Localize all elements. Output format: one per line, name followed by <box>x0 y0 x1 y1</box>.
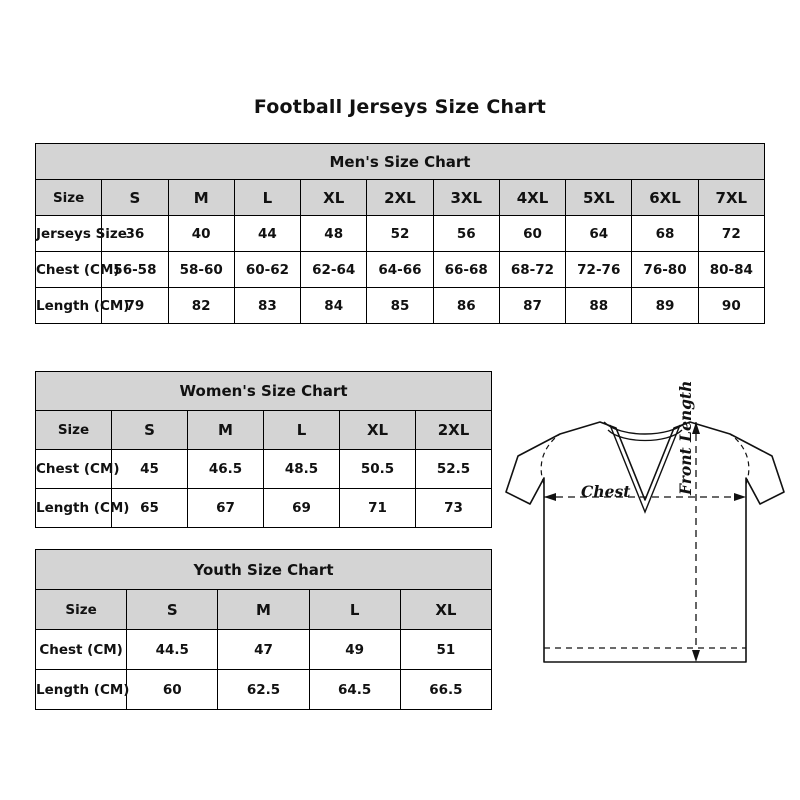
table-cell: 60-62 <box>234 252 300 288</box>
table-row <box>36 288 765 324</box>
table-cell: 64-66 <box>367 252 433 288</box>
table-cell: 76-80 <box>632 252 698 288</box>
table-row <box>36 450 492 489</box>
size-column-header: S <box>102 180 168 216</box>
size-column-header: 7XL <box>698 180 764 216</box>
jersey-outline-icon <box>500 400 790 690</box>
row-label: Length (CM) <box>36 670 127 710</box>
row-label: Length (CM) <box>36 489 112 528</box>
table-cell: 44.5 <box>127 630 218 670</box>
table-cell: 72 <box>698 216 764 252</box>
table-row <box>36 630 492 670</box>
table-cell: 89 <box>632 288 698 324</box>
table-cell: 64 <box>566 216 632 252</box>
table-cell: 60 <box>499 216 565 252</box>
womens-table-header: Women's Size Chart <box>36 372 492 411</box>
row-label-header: Size <box>36 180 102 216</box>
size-column-header: M <box>168 180 234 216</box>
size-column-header: 3XL <box>433 180 499 216</box>
size-column-header: 2XL <box>416 411 492 450</box>
youth-size-chart-table <box>35 549 492 710</box>
size-column-header: L <box>264 411 340 450</box>
table-cell: 86 <box>433 288 499 324</box>
chest-measurement-label: Chest <box>581 482 631 501</box>
table-cell: 56-58 <box>102 252 168 288</box>
row-label: Chest (CM) <box>36 252 102 288</box>
table-row <box>36 180 765 216</box>
size-column-header: L <box>309 590 400 630</box>
front-length-measurement-label: Front Length <box>676 380 695 495</box>
row-label-header: Size <box>36 411 112 450</box>
size-column-header: 5XL <box>566 180 632 216</box>
table-cell: 80-84 <box>698 252 764 288</box>
size-column-header: XL <box>340 411 416 450</box>
table-cell: 84 <box>301 288 367 324</box>
size-column-header: S <box>112 411 188 450</box>
table-cell: 56 <box>433 216 499 252</box>
table-row <box>36 216 765 252</box>
table-cell: 40 <box>168 216 234 252</box>
row-label-header: Size <box>36 590 127 630</box>
womens-size-chart-table <box>35 371 492 528</box>
table-cell: 49 <box>309 630 400 670</box>
size-column-header: M <box>188 411 264 450</box>
table-cell: 66.5 <box>400 670 491 710</box>
row-label: Chest (CM) <box>36 630 127 670</box>
table-row <box>36 411 492 450</box>
size-column-header: XL <box>301 180 367 216</box>
mens-table-header: Men's Size Chart <box>36 144 765 180</box>
table-cell: 68 <box>632 216 698 252</box>
table-cell: 47 <box>218 630 309 670</box>
table-cell: 71 <box>340 489 416 528</box>
table-cell: 36 <box>102 216 168 252</box>
table-cell: 73 <box>416 489 492 528</box>
table-cell: 44 <box>234 216 300 252</box>
table-row <box>36 489 492 528</box>
table-cell: 48 <box>301 216 367 252</box>
table-header-row <box>36 144 765 180</box>
table-cell: 67 <box>188 489 264 528</box>
table-header-row <box>36 550 492 590</box>
table-cell: 52 <box>367 216 433 252</box>
size-column-header: XL <box>400 590 491 630</box>
size-column-header: 2XL <box>367 180 433 216</box>
table-cell: 69 <box>264 489 340 528</box>
row-label: Length (CM) <box>36 288 102 324</box>
table-cell: 83 <box>234 288 300 324</box>
table-cell: 64.5 <box>309 670 400 710</box>
table-cell: 62.5 <box>218 670 309 710</box>
mens-size-chart-table <box>35 143 765 324</box>
table-cell: 45 <box>112 450 188 489</box>
table-cell: 58-60 <box>168 252 234 288</box>
table-cell: 52.5 <box>416 450 492 489</box>
table-cell: 60 <box>127 670 218 710</box>
size-column-header: L <box>234 180 300 216</box>
table-cell: 48.5 <box>264 450 340 489</box>
table-header-row <box>36 372 492 411</box>
size-column-header: 4XL <box>499 180 565 216</box>
row-label: Chest (CM) <box>36 450 112 489</box>
table-row <box>36 252 765 288</box>
table-row <box>36 670 492 710</box>
v-neck-jersey-measurement-diagram <box>500 380 790 690</box>
table-cell: 88 <box>566 288 632 324</box>
table-row <box>36 590 492 630</box>
table-cell: 66-68 <box>433 252 499 288</box>
table-cell: 51 <box>400 630 491 670</box>
table-cell: 46.5 <box>188 450 264 489</box>
size-column-header: 6XL <box>632 180 698 216</box>
table-cell: 90 <box>698 288 764 324</box>
table-cell: 50.5 <box>340 450 416 489</box>
table-cell: 82 <box>168 288 234 324</box>
youth-table-header: Youth Size Chart <box>36 550 492 590</box>
size-column-header: S <box>127 590 218 630</box>
table-cell: 68-72 <box>499 252 565 288</box>
table-cell: 87 <box>499 288 565 324</box>
table-cell: 85 <box>367 288 433 324</box>
table-cell: 79 <box>102 288 168 324</box>
page-title: Football Jerseys Size Chart <box>253 96 547 118</box>
table-cell: 62-64 <box>301 252 367 288</box>
size-column-header: M <box>218 590 309 630</box>
table-cell: 65 <box>112 489 188 528</box>
table-cell: 72-76 <box>566 252 632 288</box>
row-label: Jerseys Size <box>36 216 102 252</box>
